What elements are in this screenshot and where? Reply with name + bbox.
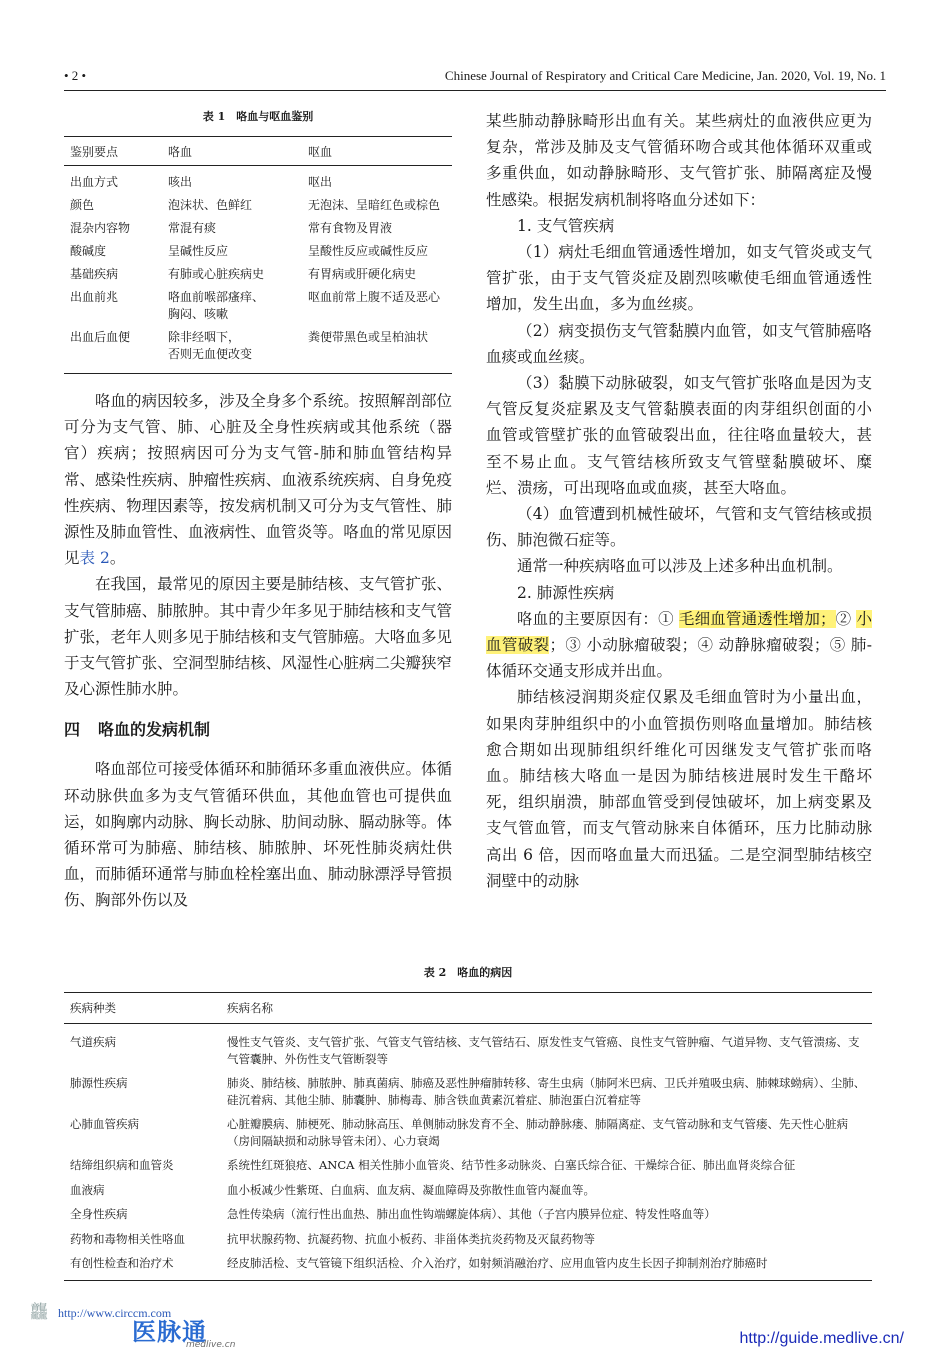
table2-header-row [64, 993, 872, 1024]
table1-caption: 表 1 咯血与呕血鉴别 [202, 110, 314, 123]
left-paragraph-1-end: 。 [109, 549, 126, 568]
table2-row [64, 1178, 872, 1203]
subheading-pulmonary: 2. 肺源性疾病 [517, 583, 615, 602]
table1-cell: 出血后血便 [64, 326, 162, 374]
table2-cell: 气道疾病 [70, 1035, 116, 1049]
table1-col-header: 呕血 [308, 144, 333, 159]
table1-header-row [64, 137, 452, 166]
right-paragraph-7 [486, 606, 872, 685]
table1-row [64, 194, 452, 217]
section-number: 四 [64, 720, 81, 740]
journal-url-link[interactable]: http://www.circcm.com [58, 1306, 172, 1320]
table2-row [64, 1024, 872, 1072]
table1-cell: 咯血前喉部瘙痒、 胸闷、咳嗽 [168, 290, 265, 321]
left-paragraph-1 [64, 388, 452, 571]
table2-cell: 急性传染病（流行性出血热、肺出血性钩端螺旋体病）、其他（子宫内膜异位症、特发性咯血等） [227, 1207, 716, 1221]
table1-cell: 除非经咽下， 否则无血便改变 [162, 326, 302, 374]
table2-cell: 血小板减少性紫斑、白血病、血友病、凝血障碍及弥散性血管内凝血等。 [227, 1182, 595, 1197]
table2-col-header: 疾病种类 [70, 1001, 116, 1015]
table2-row [64, 1251, 872, 1280]
logo-sub-text: medlive.cn [186, 1340, 236, 1350]
section-heading [64, 714, 452, 746]
table1-row [64, 217, 452, 240]
table2-causes-of-hemoptysis [64, 992, 872, 1281]
table2-row [64, 1227, 872, 1252]
table2-cell: 系统性红斑狼疮、ANCA 相关性肺小血管炎、结节性多动脉炎、白塞氏综合征、干燥综合征、肺出血肾炎综合征 [227, 1158, 796, 1172]
left-column [64, 108, 452, 914]
right-column [486, 108, 872, 894]
medlive-logo [132, 1312, 252, 1352]
table1-cell: 咳出 [168, 175, 193, 189]
table1-cell: 颜色 [70, 198, 95, 212]
table1-row [64, 286, 452, 326]
logo-main-text: 医脉通 [132, 1318, 207, 1346]
page-number: • 2 • [64, 68, 87, 83]
table2-col-header: 疾病名称 [227, 1001, 273, 1015]
table2-cell: 心肺血管疾病 [70, 1117, 139, 1131]
table1-cell: 混杂内容物 [70, 221, 131, 235]
right-paragraph-5: （4）血管遭到机械性破坏，气管和支气管结核或损伤、肺泡微石症等。 [486, 505, 872, 550]
table2-cell: 肺源性疾病 [70, 1076, 128, 1090]
table2-row [64, 1153, 872, 1178]
table1-cell: 呈酸性反应或碱性反应 [308, 244, 429, 258]
table2-cell: 心脏瓣膜病、肺梗死、肺动脉高压、单侧肺动脉发育不全、肺动静脉瘘、肺隔离症、支气管动脉和支气管瘘、先天性心脏病（房间隔缺损和动脉导管未闭）、心力衰竭 [227, 1117, 848, 1148]
table2-cell: 抗甲状腺药物、抗凝药物、抗血小板药、非甾体类抗炎药物及灭鼠药物等 [227, 1231, 595, 1246]
highlight-capillary: 毛细血管通透性增加； [678, 609, 836, 628]
table1-row [64, 240, 452, 263]
right-paragraph-6: 通常一种疾病咯血可以涉及上述多种出血机制。 [517, 557, 843, 576]
table2-cell: 全身性疾病 [70, 1207, 128, 1221]
right-paragraph-3: （2）病变损伤支气管黏膜内血管，如支气管肺癌咯血痰或血丝痰。 [486, 321, 872, 366]
left-paragraph-1-text: 咯血的病因较多，涉及全身多个系统。按照解剖部位可分为支气管、肺、心脏及全身性疾病或其他系统（器官）疾病；按照病因可分为支气管-肺和肺血管结构异常、感染性疾病、肿瘤性疾病、血液系统疾病、自身免疫性疾病、物理因素等，按发病机制又可分为支气管性、肺源性及肺血管性、血液病性、血管炎等。咯血的常见原因见 [64, 392, 452, 568]
table1-cell: 常有食物及胃液 [308, 221, 393, 235]
guide-url-link[interactable]: http://guide.medlive.cn/ [739, 1330, 904, 1347]
table1-cell: 基础疾病 [70, 267, 119, 281]
table2-cell: 肺炎、肺结核、肺脓肿、肺真菌病、肺癌及恶性肿瘤肺转移、寄生虫病（肺阿米巴病、卫氏并殖吸虫病、肺棘球蚴病）、尘肺、硅沉着病、其他尘肺、肺囊肿、肺梅毒、肺含铁血黄素沉着症、肺泡蛋白沉着症等 [227, 1076, 866, 1107]
right-paragraph-2: （1）病灶毛细血管通透性增加，如支气管炎或支气管扩张，由于支气管炎症及剧烈咳嗽使毛细血管通透性增加，发生出血，多为血丝痰。 [486, 243, 872, 314]
table1-col-header: 咯血 [168, 144, 193, 159]
table1-cell: 呕出 [308, 175, 333, 189]
table1-cell: 出血前兆 [70, 290, 119, 304]
table1-cell: 泡沫状、色鲜红 [168, 198, 253, 212]
table1-hemoptysis-vs-hematemesis [64, 136, 452, 374]
right-paragraph-1: 某些肺动静脉畸形出血有关。某些病灶的血液供应更为复杂，常涉及肺及支气管循环吻合或其他体循环双重或多重供血，如动静脉畸形、支气管扩张、肺隔离症及慢性感染。根据发病机制将咯血分述如下： [486, 112, 872, 209]
running-header [64, 66, 886, 91]
journal-citation: Chinese Journal of Respiratory and Critical Care Medicine, Jan. 2020, Vol. 19, No. 1 [444, 68, 886, 83]
table1-cell: 无泡沫、呈暗红色或棕色 [308, 198, 441, 212]
table2-row [64, 1202, 872, 1227]
table2-cell: 药物和毒物相关性咯血 [70, 1231, 185, 1246]
table2-cell: 血液病 [70, 1182, 105, 1197]
table1-row [64, 263, 452, 286]
right-paragraph-8: 肺结核浸润期炎症仅累及毛细血管时为小量出血，如果肉芽肿组织中的小血管损伤则咯血量增加。肺结核愈合期如出现肺组织纤维化可因继发支气管扩张而咯血。肺结核大咯血一是因为肺结核进展时发生干酪坏死，组织崩溃，肺部血管受到侵蚀破坏，加上病变累及支气管血管，而支气管动脉来自体循环，压力比肺动脉高出 6 倍，因而咯血量大而迅猛。二是空洞型肺结核空洞壁中的动脉 [486, 688, 872, 890]
table1-cell: 常混有痰 [168, 221, 217, 235]
p7-text-b: ② [835, 609, 857, 628]
table2-row [64, 1112, 872, 1153]
left-paragraph-2: 在我国，最常见的原因主要是肺结核、支气管扩张、支气管肺癌、肺脓肿。其中青少年多见于肺结核和支气管扩张，老年人则多见于肺结核和支气管肺癌。大咯血多见于支气管扩张、空洞型肺结核、风湿性心脏病二尖瓣狭窄及心源性肺水肿。 [64, 575, 452, 699]
p7-text-a: 咯血的主要原因有：① [517, 609, 679, 628]
table2-cell: 慢性支气管炎、支气管扩张、气管支气管结核、支气管结石、原发性支气管癌、良性支气管肿瘤、气道异物、支气管溃疡、支气管囊肿、外伤性支气管断裂等 [227, 1035, 860, 1066]
table2-reference-link[interactable]: 表 2 [79, 549, 110, 568]
table2-block [64, 964, 872, 1281]
highlight-small-vessel: 小血管破裂 [486, 609, 872, 655]
table1-cell: 酸碱度 [70, 244, 107, 258]
table1-cell: 有肺或心脏疾病史 [168, 267, 265, 281]
table1-cell: 粪便带黑色或呈柏油状 [302, 326, 452, 374]
subheading-bronchial: 1. 支气管疾病 [517, 216, 615, 235]
table1-col-header: 鉴别要点 [70, 144, 119, 159]
watermark-icon: 龘 [30, 1302, 48, 1323]
section-title: 咯血的发病机制 [98, 720, 211, 740]
table1-row [64, 166, 452, 195]
p7-text-c: ；③ 小动脉瘤破裂；④ 动静脉瘤破裂；⑤ 肺-体循环交通支形成并出血。 [486, 636, 872, 681]
table2-cell: 有创性检查和治疗术 [64, 1251, 221, 1280]
table1-cell: 呕血前常上腹不适及恶心 [308, 290, 441, 304]
table1-cell: 有胃病或肝硬化病史 [308, 267, 417, 281]
table2-row [64, 1071, 872, 1112]
table1-row [64, 326, 452, 374]
table2-cell: 结缔组织病和血管炎 [70, 1158, 174, 1172]
table2-cell: 经皮肺活检、支气管镜下组织活检、介入治疗，如射频消融治疗、应用血管内皮生长因子抑制剂治疗肺癌时 [221, 1251, 872, 1280]
left-paragraph-3: 咯血部位可接受体循环和肺循环多重血液供应。体循环动脉供血多为支气管循环供血，其他血管也可提供血运，如胸廓内动脉、胸长动脉、肋间动脉、膈动脉等。体循环常可为肺癌、肺结核、肺脓肿、坏死性肺炎病灶供血，而肺循环通常与肺血栓栓塞出血、肺动脉漂浮导管损伤、胸部外伤以及 [64, 760, 452, 910]
table1-cell: 出血方式 [70, 175, 119, 189]
table2-caption: 表 2 咯血的病因 [423, 966, 513, 979]
right-paragraph-4: （3）黏膜下动脉破裂，如支气管扩张咯血是因为支气管反复炎症累及支气管黏膜表面的肉芽组织创面的小血管或管壁扩张的血管破裂出血，往往咯血量较大，甚至不易止血。支气管结核所致支气管壁黏膜破坏、糜烂、溃疡，可出现咯血或血痰，甚至大咯血。 [486, 374, 872, 497]
table1-cell: 呈碱性反应 [168, 244, 229, 258]
